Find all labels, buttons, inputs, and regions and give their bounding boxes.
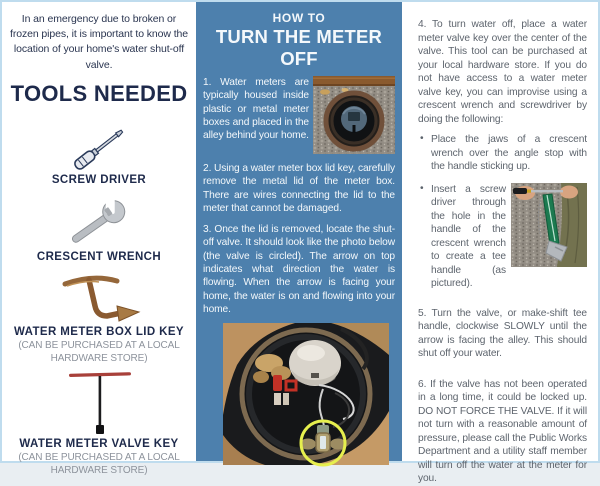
screwdriver-label: SCREW DRIVER	[51, 173, 147, 186]
meter-box-hole-photo	[313, 76, 395, 154]
meter-box-lid-key-image	[55, 268, 143, 324]
how-to-panel	[196, 2, 402, 461]
tools-needed-heading: TOOLS NEEDED	[10, 80, 188, 106]
instructions-panel	[402, 2, 598, 484]
screwdriver-image	[68, 126, 130, 172]
meter-valve-key-label: WATER METER VALVE KEY	[19, 437, 179, 450]
tools-panel	[2, 2, 196, 477]
turn-meter-off-title: TURN THE METER OFF	[215, 26, 383, 69]
crescent-wrench-label: CRESCENT WRENCH	[36, 250, 162, 263]
step-3-text: 3. Once the lid is removed, locate the shut-off valve. It should look like the photo below (the valve is circled). The arrow on top indicates what direction the water is flowing. When the arrow is facing your home, the water is on and flowing into your home.	[203, 224, 395, 315]
crescent-wrench-image	[63, 195, 135, 249]
meter-valve-key-image	[44, 370, 154, 436]
how-to-kicker: HOW TO	[272, 11, 326, 25]
meter-valve-key-note: (CAN BE PURCHASED AT A LOCAL HARDWARE STORE)	[18, 451, 180, 477]
tee-handle-photo	[511, 183, 587, 267]
shut-off-valve-photo	[223, 323, 389, 465]
step-1-text: 1. Water meters are typically housed inside plastic or metal meter boxes and placed in the alley behind your home.	[203, 77, 309, 142]
step-6-text: 6. If the valve has not been operated in a long time, it could be locked up. DO NOT FORCE THE VALVE. If it will not turn with a reasonable amount of pressure, please call the Public Works Department and a utility staff member will turn off the water at the meter for you.	[418, 378, 587, 484]
bullet-screwdriver-tee: • Insert a screw driver through the hole in the handle of the crescent wrench to create a tee handle (as pictured).	[418, 183, 506, 291]
meter-box-lid-key-label: WATER METER BOX LID KEY	[14, 325, 184, 338]
meter-box-lid-key-note: (CAN BE PURCHASED AT A LOCAL HARDWARE STORE)	[18, 339, 180, 365]
step-4-text: 4. To turn water off, place a water meter valve key over the center of the valve. This tool can be purchased at your local hardware store. If you do not have access to a water meter valve key, you can improvise using a crescent wrench and screwdriver by doing the following:	[418, 19, 587, 125]
bullet-crescent-wrench: • Place the jaws of a crescent wrench over the angle stop with the handle sticking up.	[418, 133, 587, 174]
step-2-text: 2. Using a water meter box lid key, carefully remove the metal lid of the meter box. There are wires connecting the lid to the meter that cannot be damaged.	[203, 163, 395, 214]
step-5-text: 5. Turn the valve, or make-shift tee handle, clockwise SLOWLY until the arrow is facing the alley. This should shut off your water.	[418, 307, 587, 359]
emergency-intro-text: In an emergency due to broken or frozen pipes, it is important to know the location of your home's water shut-off valve.	[10, 13, 188, 71]
